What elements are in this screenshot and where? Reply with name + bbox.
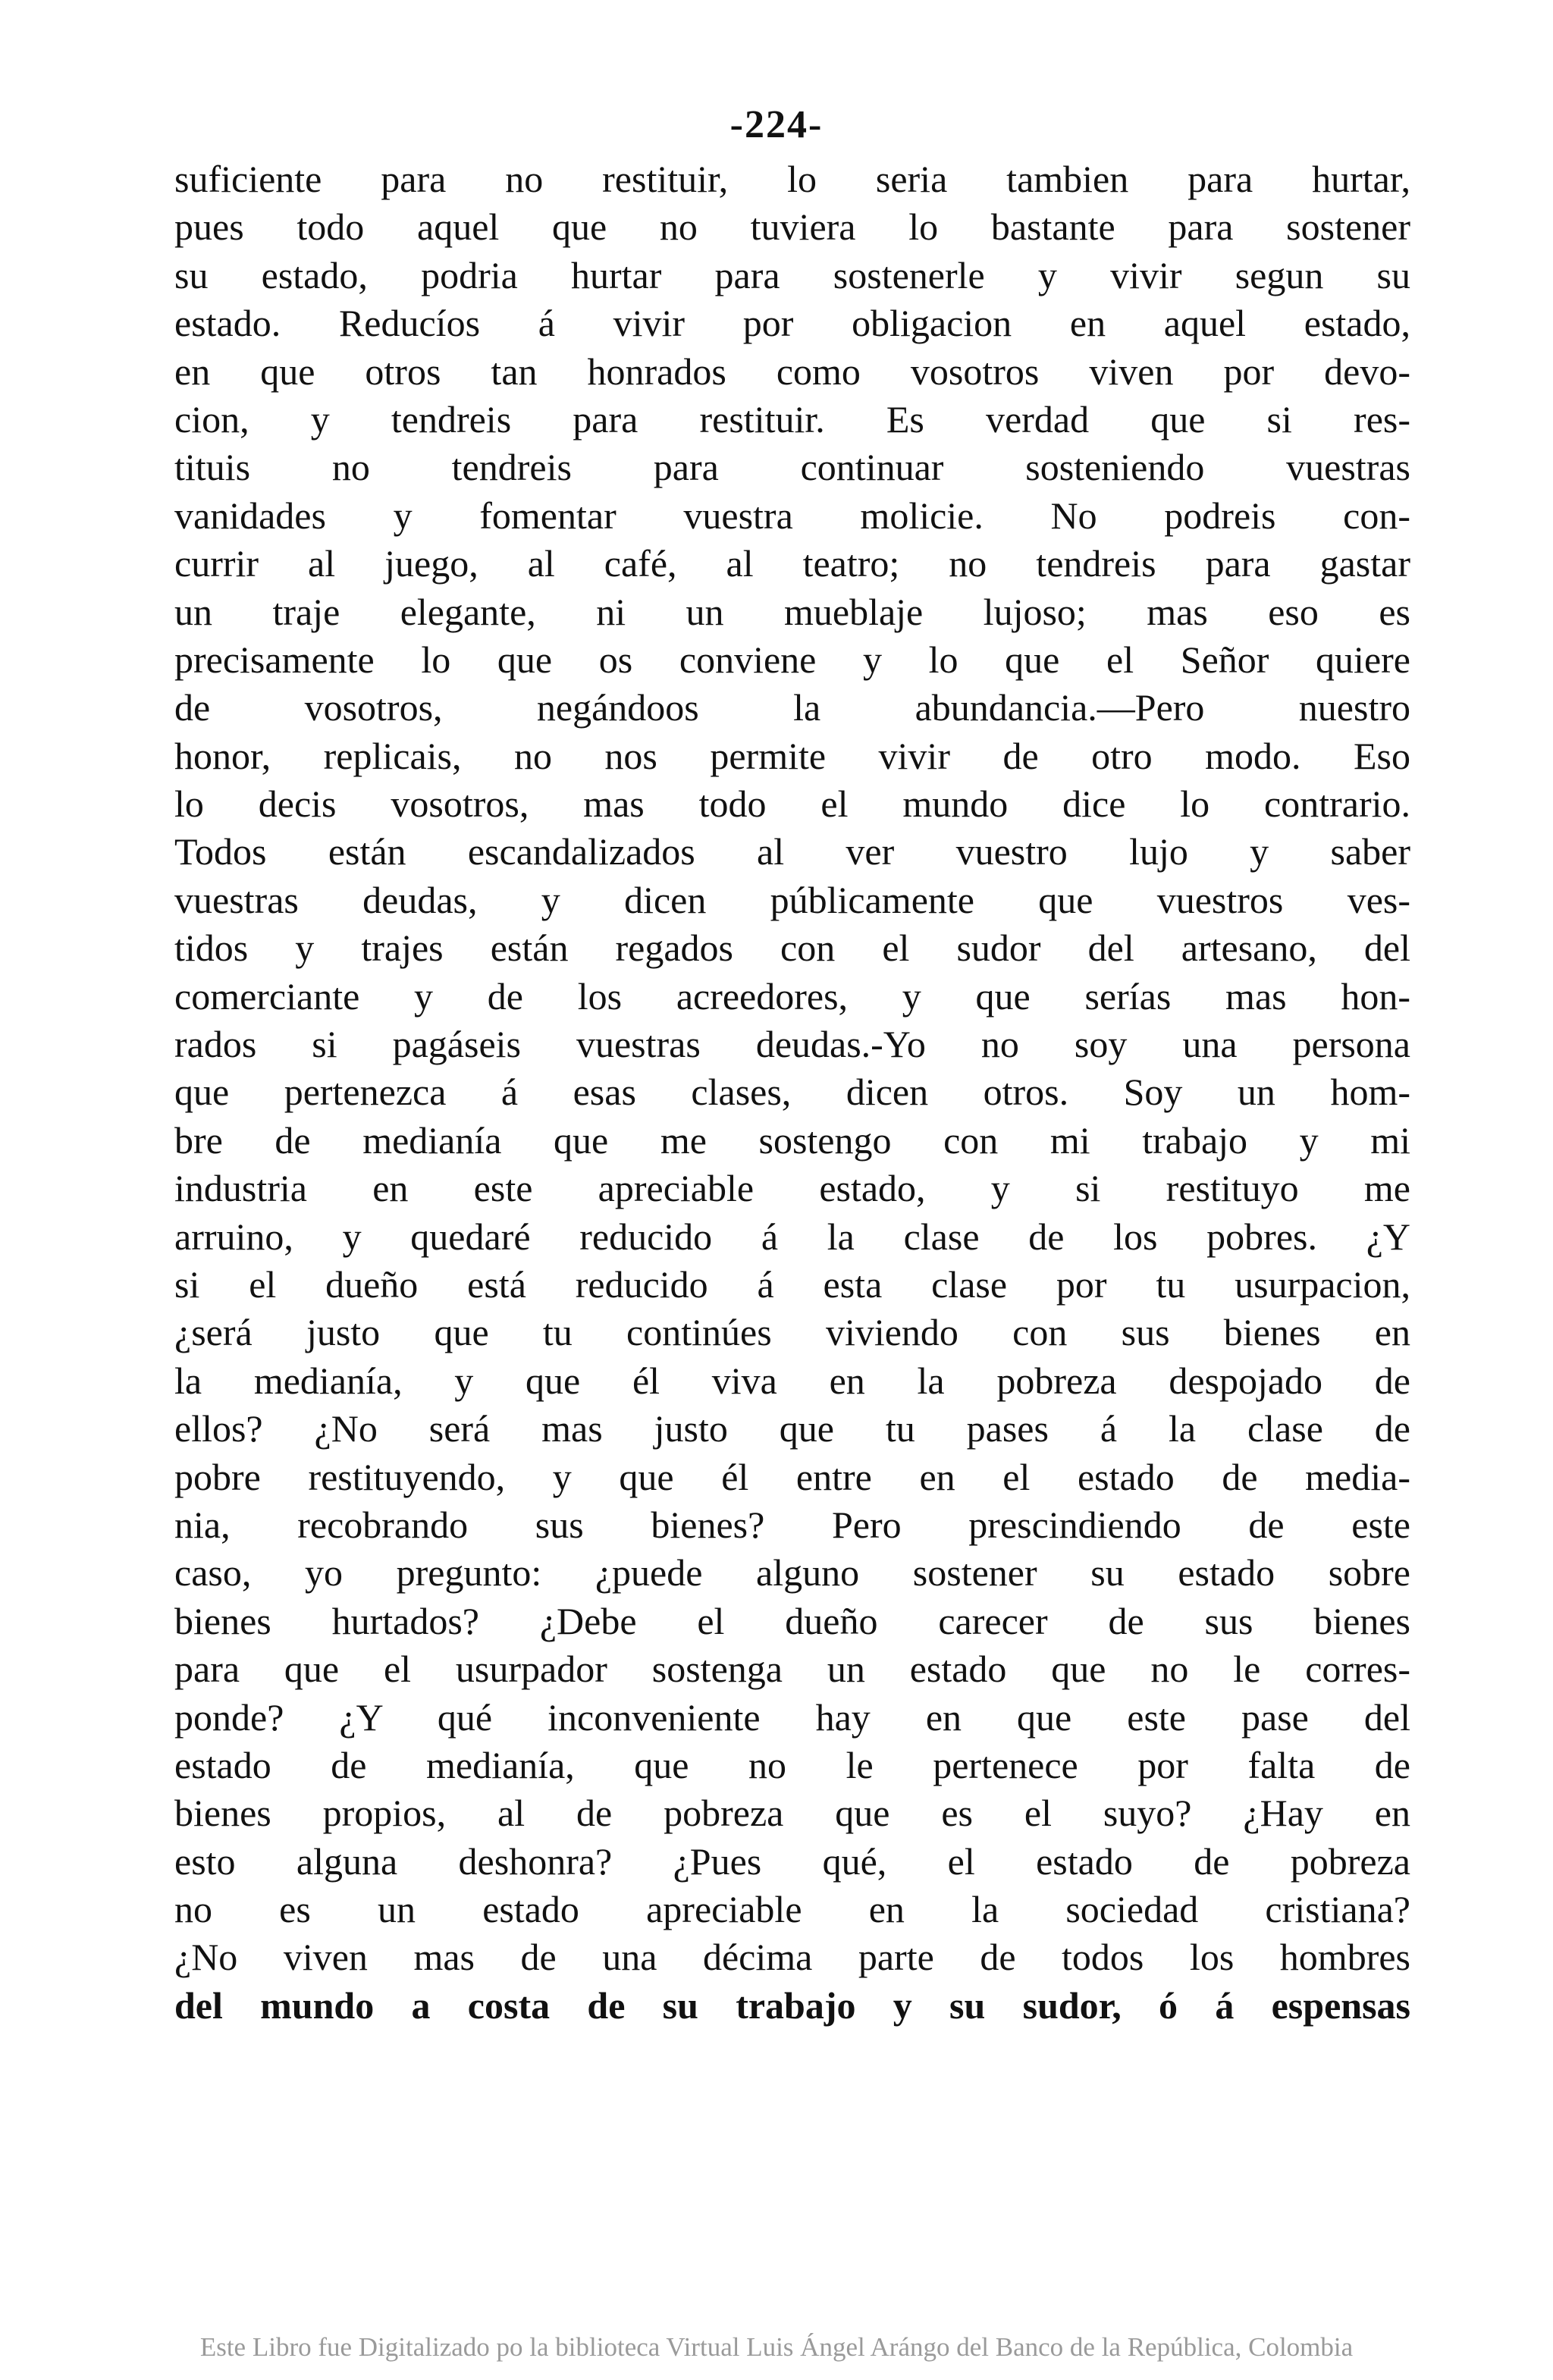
text-line: caso, yo pregunto: ¿puede alguno sostener su estado sobre <box>174 1551 1410 1595</box>
text-line: estado. Reducíos á vivir por obligacion en aquel estado, <box>174 302 1410 345</box>
text-line: pobre restituyendo, y que él entre en el estado de media- <box>174 1455 1410 1498</box>
text-line: bienes hurtados? ¿Debe el dueño carecer de sus bienes <box>174 1599 1410 1642</box>
text-line: pues todo aquel que no tuviera lo bastante para sostener <box>174 205 1410 249</box>
page-number: -224- <box>729 103 824 146</box>
digitization-credit: Este Libro fue Digitalizado po la biblioteca Virtual Luis Ángel Arángo del Banco de la República, Colombia <box>199 2332 1354 2362</box>
text-line: arruino, y quedaré reducido á la clase de los pobres. ¿Y <box>174 1215 1410 1258</box>
text-line: en que otros tan honrados como vosotros viven por devo- <box>174 350 1410 393</box>
text-line: que pertenezca á esas clases, dicen otros. Soy un hom- <box>174 1071 1410 1114</box>
text-line: no es un estado apreciable en la sociedad cristiana? <box>174 1888 1410 1931</box>
text-line: cion, y tendreis para restituir. Es verdad que si res- <box>174 397 1410 441</box>
text-line: del mundo a costa de su trabajo y su sudor, ó á espensas <box>174 1983 1410 2027</box>
text-line: honor, replicais, no nos permite vivir de otro modo. Eso <box>174 734 1410 777</box>
text-line: vanidades y fomentar vuestra molicie. No podreis con- <box>174 494 1410 537</box>
text-line: ¿será justo que tu continúes viviendo con sus bienes en <box>174 1311 1410 1354</box>
text-line: para que el usurpador sostenga un estado que no le corres- <box>174 1648 1410 1691</box>
text-line: tituis no tendreis para continuar sosteniendo vuestras <box>174 446 1410 489</box>
text-line: tidos y trajes están regados con el sudor del artesano, del <box>174 927 1410 970</box>
text-line: estado de medianía, que no le pertenece por falta de <box>174 1743 1410 1786</box>
text-line: lo decis vosotros, mas todo el mundo dice lo contrario. <box>174 782 1410 826</box>
text-line: ponde? ¿Y qué inconveniente hay en que este pase del <box>174 1695 1410 1739</box>
text-line: currir al juego, al café, al teatro; no tendreis para gastar <box>174 542 1410 585</box>
text-line: suficiente para no restituir, lo seria tambien para hurtar, <box>174 158 1410 200</box>
text-line: ¿No viven mas de una décima parte de todos los hombres <box>174 1936 1410 1979</box>
text-line: vuestras deudas, y dicen públicamente que vuestros ves- <box>174 878 1410 921</box>
text-line: su estado, podria hurtar para sostenerle y vivir segun su <box>174 253 1410 296</box>
text-line: esto alguna deshonra? ¿Pues qué, el estado de pobreza <box>174 1839 1410 1883</box>
text-line: un traje elegante, ni un mueblaje lujoso; mas eso es <box>174 590 1410 633</box>
body-text <box>174 155 1410 2030</box>
text-line: Todos están escandalizados al ver vuestro lujo y saber <box>174 830 1410 873</box>
text-line: si el dueño está reducido á esta clase por tu usurpacion, <box>174 1262 1410 1306</box>
text-line: precisamente lo que os conviene y lo que el Señor quiere <box>174 638 1410 681</box>
text-line: comerciante y de los acreedores, y que serías mas hon- <box>174 974 1410 1018</box>
text-line: rados si pagáseis vuestras deudas.-Yo no soy una persona <box>174 1023 1410 1066</box>
text-line: de vosotros, negándoos la abundancia.—Pero nuestro <box>174 686 1410 729</box>
text-line: ellos? ¿No será mas justo que tu pases á la clase de <box>174 1407 1410 1450</box>
text-line: la medianía, y que él viva en la pobreza despojado de <box>174 1359 1410 1402</box>
text-line: industria en este apreciable estado, y si restituyo me <box>174 1167 1410 1210</box>
text-line: nia, recobrando sus bienes? Pero prescindiendo de este <box>174 1503 1410 1546</box>
text-line: bienes propios, al de pobreza que es el suyo? ¿Hay en <box>174 1792 1410 1835</box>
text-line: bre de medianía que me sostengo con mi trabajo y mi <box>174 1118 1410 1162</box>
